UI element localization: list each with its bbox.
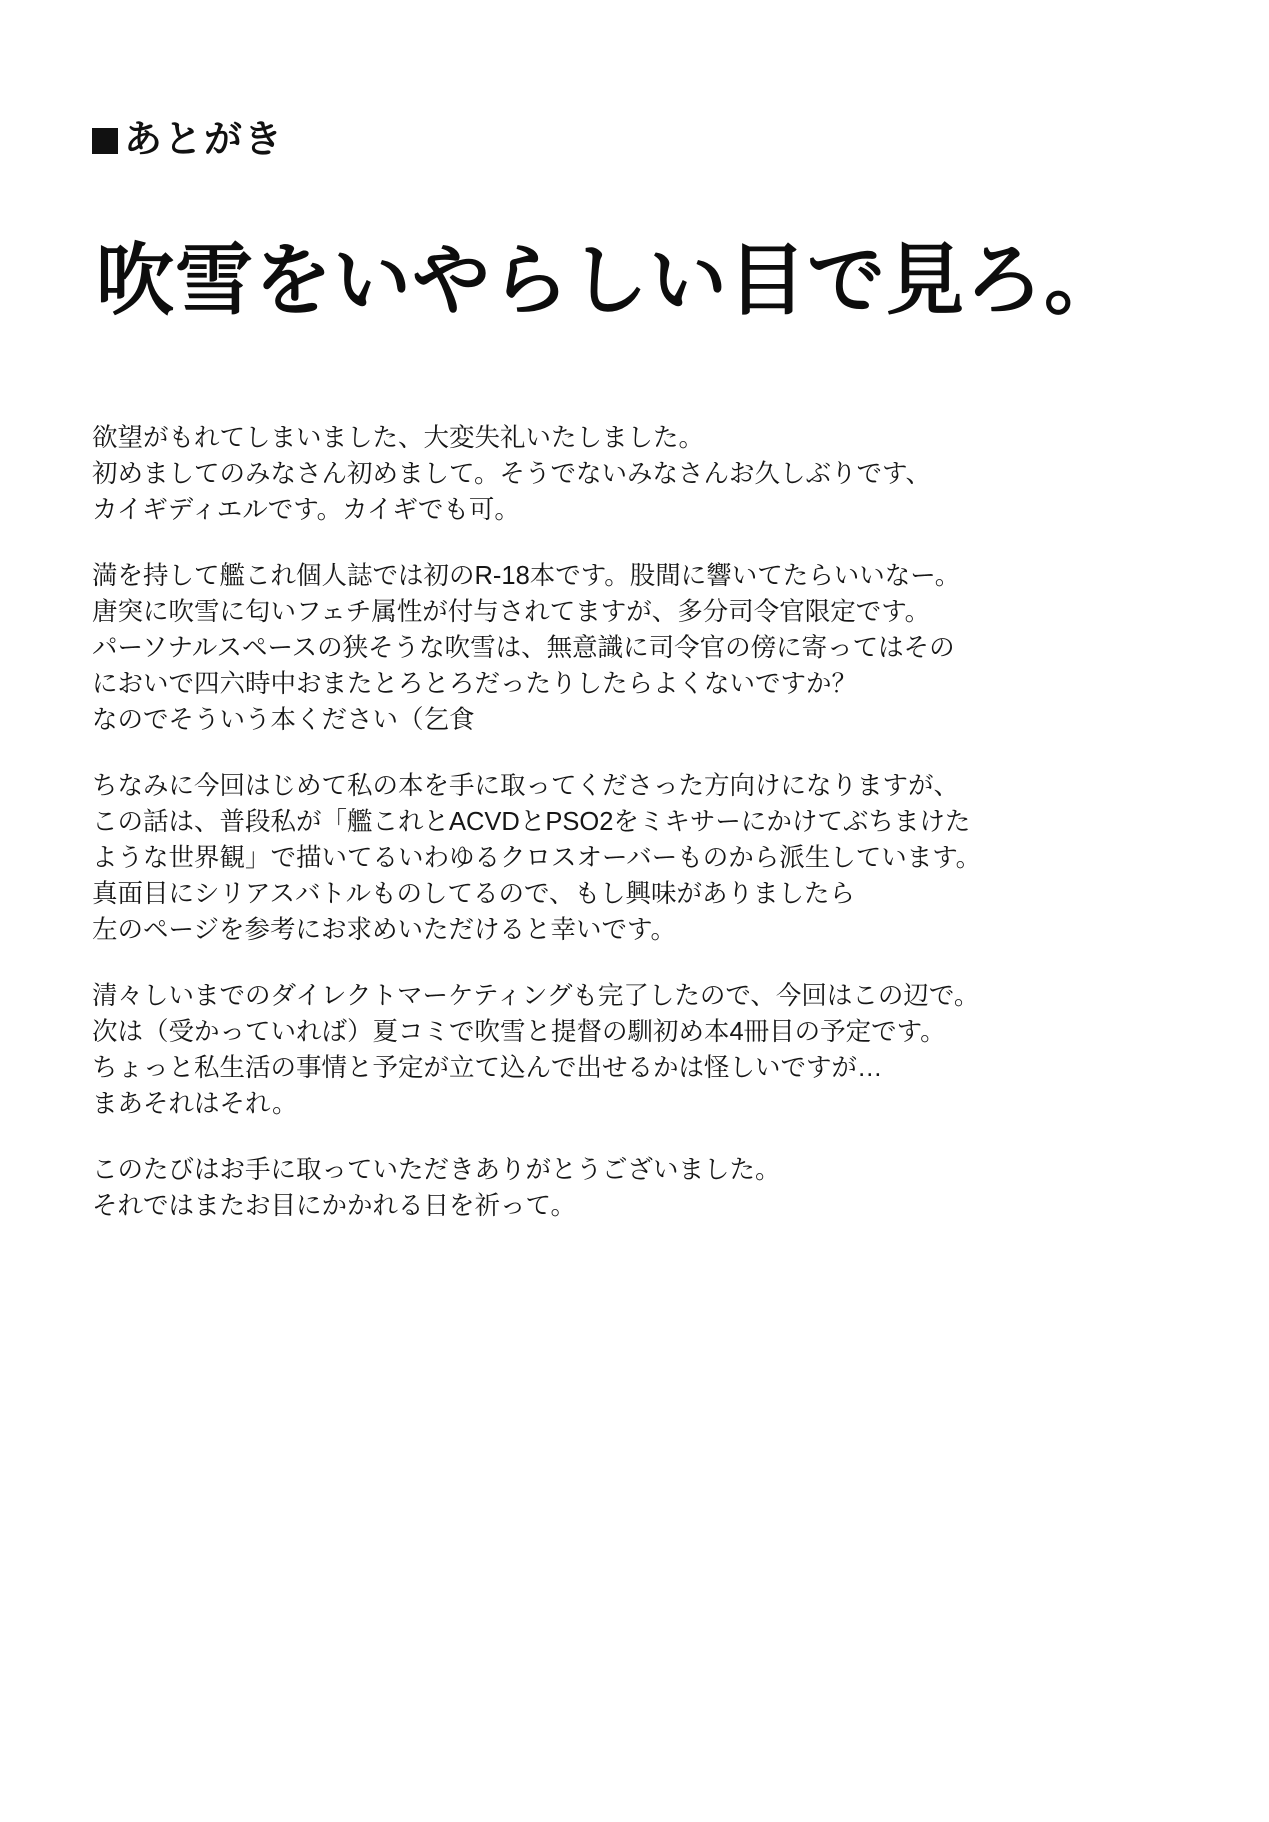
page-title: 吹雪をいやらしい目で見ろ。 <box>96 236 1124 324</box>
text-line: 唐突に吹雪に匂いフェチ属性が付与されてますが、多分司令官限定です。 <box>92 598 931 626</box>
text-line: 清々しいまでのダイレクトマーケティングも完了したので、今回はこの辺で。 <box>92 982 980 1010</box>
paragraph <box>92 1152 1152 1224</box>
text-line: 次は（受かっていれば）夏コミで吹雪と提督の馴初め本4冊目の予定です。 <box>92 1018 946 1046</box>
text-line: においで四六時中おまたとろとろだったりしたらよくないですか？ <box>92 670 858 698</box>
text-line: ような世界観」で描いてるいわゆるクロスオーバーものから派生しています。 <box>92 844 982 872</box>
text-line: それではまたお目にかかれる日を祈って。 <box>92 1192 576 1220</box>
text-line: ちょっと私生活の事情と予定が立て込んで出せるかは怪しいですが… <box>92 1054 883 1082</box>
afterword-body <box>92 420 1152 1224</box>
text-line: 初めましてのみなさん初めまして。そうでないみなさんお久しぶりです、 <box>92 460 931 488</box>
afterword-heading <box>92 108 284 163</box>
afterword-heading-label: あとがき <box>124 119 285 161</box>
paragraph <box>92 768 1152 948</box>
text-line: まあそれはそれ。 <box>92 1090 298 1118</box>
text-line: この話は、普段私が「艦これとACVDとPSO2をミキサーにかけてぶちまけた <box>92 808 971 836</box>
text-line: なのでそういう本ください（乞食 <box>92 706 475 734</box>
text-line: 欲望がもれてしまいました、大変失礼いたしました。 <box>92 424 705 452</box>
text-line: 真面目にシリアスバトルものしてるので、もし興味がありましたら <box>92 880 855 908</box>
text-line: ちなみに今回はじめて私の本を手に取ってくださった方向けになりますが、 <box>92 772 960 800</box>
paragraph <box>92 420 1152 528</box>
text-line: 左のページを参考にお求めいただけると幸いです。 <box>92 916 676 944</box>
text-line: 満を持して艦これ個人誌では初のR-18本です。股間に響いてたらいいなー。 <box>92 562 961 590</box>
text-line: パーソナルスペースの狭そうな吹雪は、無意識に司令官の傍に寄ってはその <box>92 634 955 662</box>
paragraph <box>92 558 1152 738</box>
text-line: このたびはお手に取っていただきありがとうございました。 <box>92 1156 781 1184</box>
square-bullet-icon <box>92 128 118 154</box>
paragraph <box>92 978 1152 1122</box>
text-line: カイギディエルです。カイギでも可。 <box>92 496 520 524</box>
